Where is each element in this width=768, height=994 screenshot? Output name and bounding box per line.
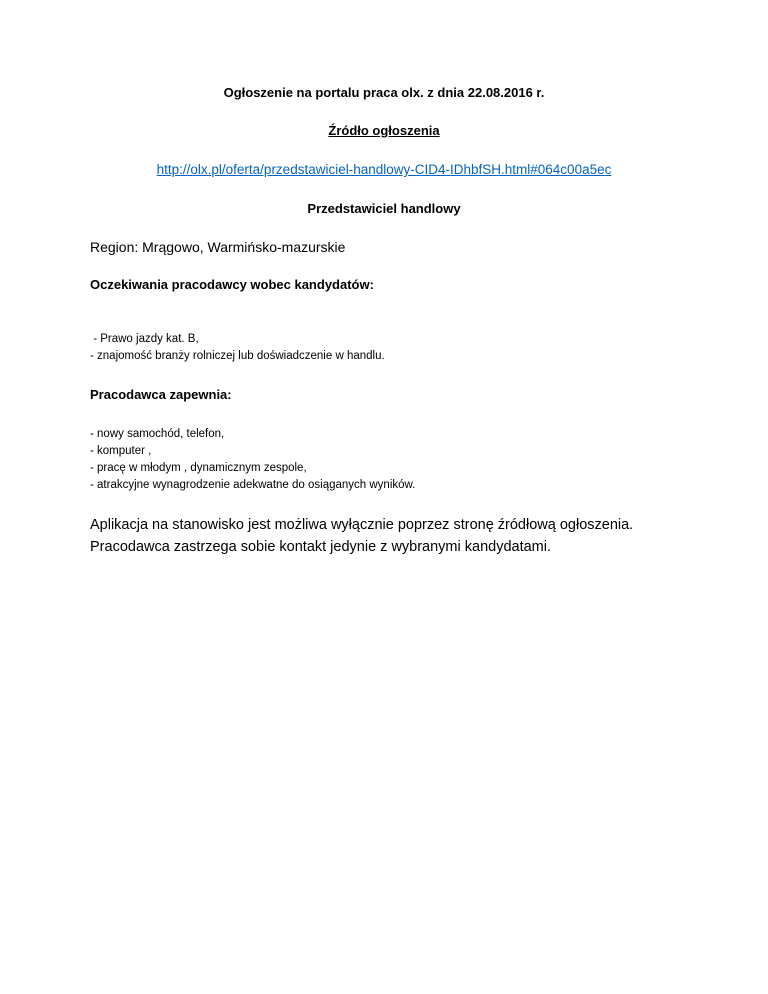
list-item: - znajomość branży rolniczej lub doświadczenie w handlu. (90, 350, 385, 362)
list-item: - komputer , (90, 445, 152, 457)
closing-paragraph (90, 514, 633, 558)
source-link[interactable]: http://olx.pl/oferta/przedstawiciel-handlowy-CID4-IDhbfSH.html#064c00a5ec (156, 162, 612, 177)
list-item: - Prawo jazdy kat. B, (90, 333, 199, 345)
region-text: Region: Mrągowo, Warmińsko-mazurskie (90, 239, 346, 255)
source-label: Źródło ogłoszenia (328, 123, 440, 138)
list-item: - atrakcyjne wynagrodzenie adekwatne do osiąganych wyników. (90, 479, 416, 491)
offers-heading: Pracodawca zapewnia: (90, 387, 232, 402)
expectations-list (90, 331, 385, 365)
offers-list (90, 426, 415, 494)
job-title: Przedstawiciel handlowy (307, 201, 461, 216)
list-item: - nowy samochód, telefon, (90, 428, 225, 440)
closing-line: Aplikacja na stanowisko jest możliwa wyłącznie poprzez stronę źródłową ogłoszenia. (90, 517, 634, 533)
source-link-container (0, 162, 768, 177)
closing-line: Pracodawca zastrzega sobie kontakt jedynie z wybranymi kandydatami. (90, 539, 552, 555)
document-heading: Ogłoszenie na portalu praca olx. z dnia 22.08.2016 r. (223, 85, 545, 100)
expectations-heading: Oczekiwania pracodawcy wobec kandydatów: (90, 277, 374, 292)
list-item: - pracę w młodym , dynamicznym zespole, (90, 462, 307, 474)
